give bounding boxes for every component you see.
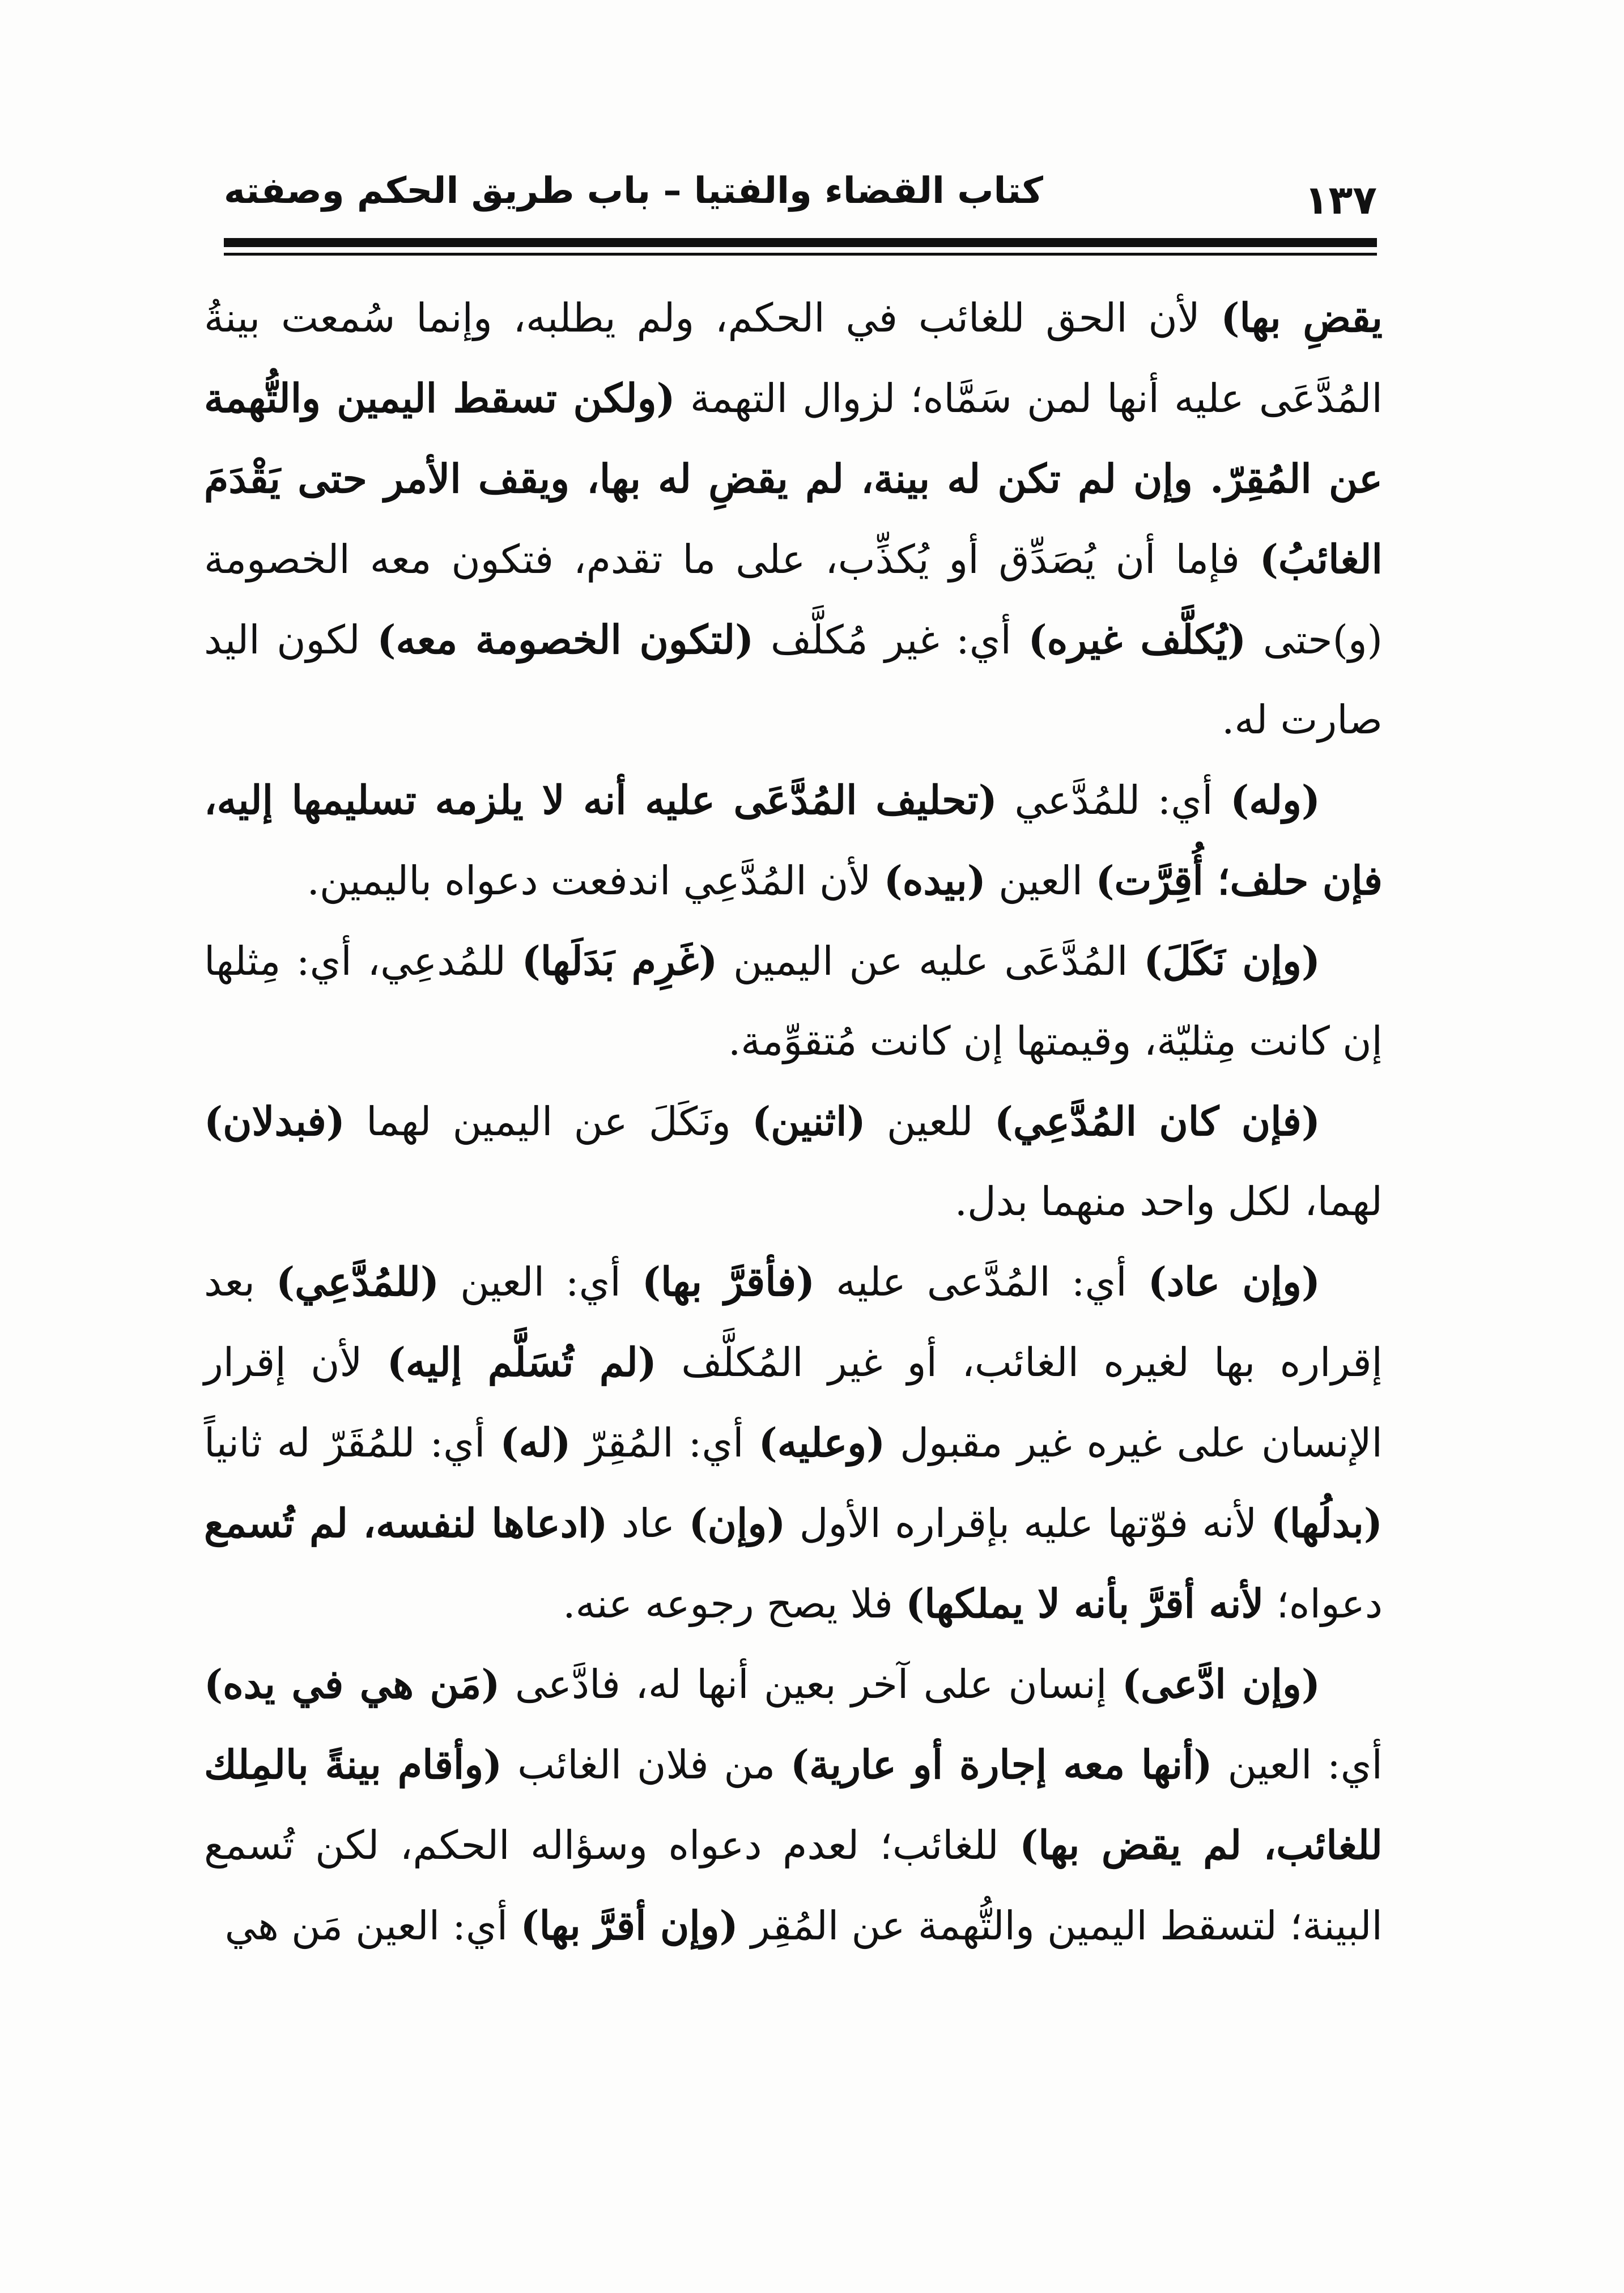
sharh-text: لأن إقرار الإنسان على غيره غير مقبول xyxy=(204,1339,1383,1466)
matn-text: (أنها معه إجارة أو عارية) xyxy=(790,1741,1213,1788)
matn-text: (وعليه) xyxy=(758,1419,886,1466)
matn-text: (فبدلان) xyxy=(204,1098,345,1145)
sharh-text: للعين xyxy=(865,1098,994,1145)
matn-text: (وإن أقرَّ بها) xyxy=(520,1902,738,1949)
matn-text: (ادعاها لنفسه، لم تُسمع xyxy=(204,1500,608,1547)
sharh-text: للمُدعِي، أي: مِثلها إن كانت مِثليّة، وقيمتها إن كانت مُتقوِّمة. xyxy=(204,938,1383,1064)
page-header xyxy=(224,164,1377,249)
header-rule-thick xyxy=(224,238,1377,247)
sharh-text: ونَكَلَ عن اليمين لهما xyxy=(345,1098,753,1145)
sharh-text: المُدَّعَى عليه عن اليمين xyxy=(717,938,1144,984)
sharh-text: لكون اليد صارت له. xyxy=(204,617,1383,743)
paragraph xyxy=(204,1644,1383,1966)
sharh-text: لأن الحق للغائب في الحكم، ولم يطلبه، وإنما سُمعت بينةُ المُدَّعَى عليه أنها لمن سَمَّاه؛ لزوال التهمة xyxy=(204,295,1383,422)
sharh-text: أي: المُدَّعى عليه xyxy=(815,1259,1148,1305)
matn-text: (وأقام بينةً بالمِلك للغائب، لم يقض بها) xyxy=(204,1741,1383,1869)
sharh-text: لأن المُدَّعِي اندفعت دعواه باليمين. xyxy=(307,857,884,904)
matn-text: (له) xyxy=(500,1419,571,1466)
matn-text: (ولكن تسقط اليمين والتُّهمة عن المُقِرّ. وإن لم تكن له بينة، لم يقضِ له بها، ويقف الأمر حتى يَقْدَمَ الغائبُ) xyxy=(204,375,1383,583)
paragraph xyxy=(204,760,1383,921)
paragraph xyxy=(204,1242,1383,1644)
body-text xyxy=(204,278,1383,1966)
sharh-text: فلا يصح رجوعه عنه. xyxy=(563,1581,906,1627)
matn-text: (فأقرَّ بها) xyxy=(641,1258,815,1305)
sharh-text: لهما، لكل واحد منهما بدل. xyxy=(954,1178,1383,1225)
sharh-text: بعد إقراره بها لغيره الغائب، أو غير المُكلَّف xyxy=(204,1259,1383,1386)
page-number: ١٣٧ xyxy=(1304,177,1377,223)
sharh-text: أي: للمُدَّعي xyxy=(997,777,1231,823)
matn-text: (وإن عاد) xyxy=(1147,1258,1320,1305)
matn-text: (مَن هي في يده) xyxy=(204,1661,500,1708)
matn-text: (وإن نَكَلَ) xyxy=(1143,937,1321,984)
sharh-text: من فلان الغائب xyxy=(502,1742,790,1788)
sharh-text: أي: غير مُكلَّف xyxy=(754,617,1028,663)
matn-text: (وإن) xyxy=(688,1500,786,1547)
sharh-text: للغائب؛ لعدم دعواه وسؤاله الحكم، لكن تُسمع البينة؛ لتسقط اليمين والتُّهمة عن المُقِر xyxy=(204,1822,1383,1949)
sharh-text: العين xyxy=(985,857,1096,904)
sharh-text: لأنه فوّتها عليه بإقراره الأول xyxy=(785,1500,1271,1547)
matn-text: (لم تُسَلَّم إليه) xyxy=(386,1339,657,1386)
sharh-text: أي: العين xyxy=(1212,1742,1383,1788)
paragraph xyxy=(204,1081,1383,1242)
sharh-text: دعواه؛ xyxy=(1264,1581,1383,1627)
matn-text: (بدلُها) xyxy=(1270,1500,1383,1547)
matn-text: (فإن كان المُدَّعِي) xyxy=(994,1098,1321,1145)
sharh-text: عاد xyxy=(607,1500,689,1547)
matn-text: (لتكون الخصومة معه) xyxy=(377,616,754,663)
matn-text: (للمُدَّعِي) xyxy=(276,1258,440,1305)
matn-text: لأنه أقرَّ بأنه لا يملكها) xyxy=(905,1580,1264,1627)
sharh-text: أي: المُقِرّ xyxy=(571,1420,759,1466)
matn-text: (وله) xyxy=(1230,776,1320,823)
sharh-text: فإما أن يُصَدِّق أو يُكذِّب، على ما تقدم، فتكون معه الخصومة (و)حتى xyxy=(204,536,1383,663)
matn-text: يقضِ بها) xyxy=(1221,294,1383,341)
sharh-text: إنسان على آخر بعين أنها له، فادَّعى xyxy=(500,1661,1122,1708)
matn-text: (غَرِم بَدَلَها) xyxy=(521,937,718,984)
header-rule-thin xyxy=(224,253,1377,256)
running-title: كتاب القضاء والفتيا – باب طريق الحكم وصفته xyxy=(224,170,1043,212)
paragraph xyxy=(204,921,1383,1081)
paragraph xyxy=(204,278,1383,760)
matn-text: (بيده) xyxy=(883,857,986,904)
matn-text: (يُكلَّف غيره) xyxy=(1028,616,1247,663)
matn-text: (تحليف المُدَّعَى عليه أنه لا يلزمه تسليمها إليه، فإن حلف؛ أُقِرَّت) xyxy=(204,776,1383,904)
sharh-text: أي: للمُقَرّ له ثانياً xyxy=(204,1420,500,1466)
matn-text: (وإن ادَّعى) xyxy=(1121,1661,1320,1708)
matn-text: (اثنين) xyxy=(752,1098,866,1145)
sharh-text: أي: العين مَن هي xyxy=(224,1903,521,1949)
sharh-text: أي: العين xyxy=(439,1259,642,1305)
